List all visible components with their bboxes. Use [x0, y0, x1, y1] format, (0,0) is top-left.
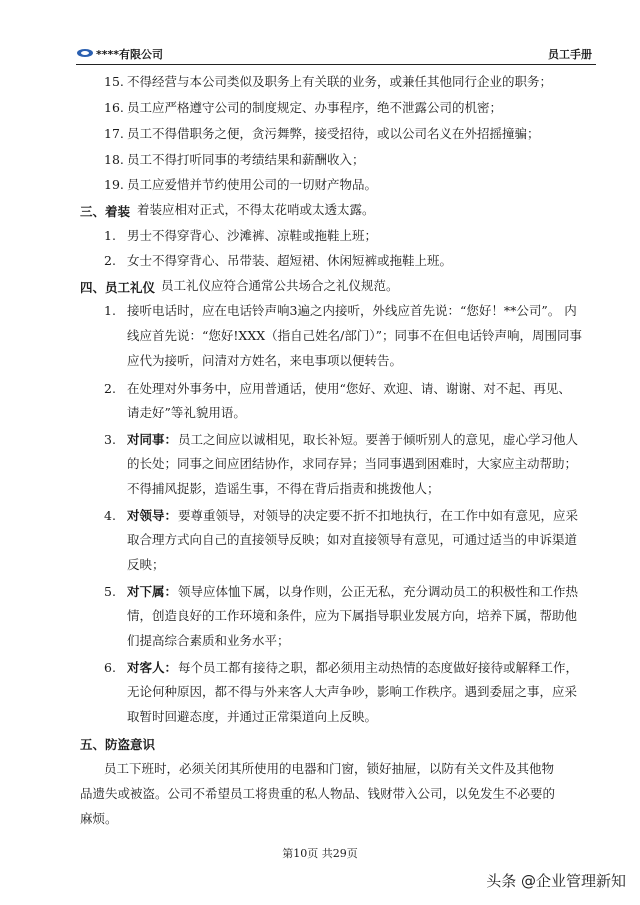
item-text: 反映； [127, 557, 165, 572]
item-text: 员工不得借职务之便，贪污舞弊，接受招待，或以公司名义在外招摇撞骗； [127, 126, 540, 141]
section-heading: 三、着装 [80, 204, 131, 219]
company-name: ****有限公司 [96, 48, 164, 61]
item-number: 1. [104, 228, 116, 243]
item-text: 不得经营与本公司类似及职务上有关联的业务，或兼任其他同行企业的职务； [127, 74, 553, 89]
section-heading: 五、防盗意识 [80, 737, 156, 752]
item-text: 线应首先说：“您好!XXX（指自己姓名/部门）”；同事不在但电话铃声响，周围同事 [127, 328, 582, 343]
item-number: 17. [104, 126, 124, 141]
item-text: 员工之间应以诚相见，取长补短。要善于倾听别人的意见，虚心学习他人 [178, 432, 579, 447]
item-label: 对同事： [127, 432, 178, 447]
watermark-text: 头条 @企业管理新知 [486, 872, 626, 890]
item-number: 16. [104, 100, 124, 115]
item-number: 4. [104, 508, 116, 523]
item-text: 每个员工都有接待之职，都必须用主动热情的态度做好接待或解释工作， [178, 660, 579, 675]
item-text: 不得捕风捉影，造谣生事，不得在背后指责和挑拨他人； [127, 481, 440, 496]
item-number: 5. [104, 584, 116, 599]
page-number: 第10页 共29页 [282, 847, 358, 860]
item-text: 接听电话时，应在电话铃声响3遍之内接听，外线应首先说：“您好！**公司”。 内 [127, 303, 577, 318]
item-number: 2. [104, 381, 116, 396]
paragraph-line: 品遗失或被盗。公司不希望员工将贵重的私人物品、钱财带入公司，以免发生不必要的 [80, 786, 556, 801]
section-heading: 四、员工礼仪 [80, 280, 156, 295]
item-text: 取暂时回避态度，并通过正常渠道向上反映。 [127, 709, 378, 724]
item-number: 19. [104, 177, 124, 192]
item-number: 6. [104, 660, 116, 675]
paragraph-line: 麻烦。 [80, 811, 118, 826]
item-text: 们提高综合素质和业务水平； [127, 633, 290, 648]
section-intro: 着装应相对正式，不得太花哨或太透太露。 [137, 202, 375, 217]
section-intro: 员工礼仪应符合通常公共场合之礼仪规范。 [161, 278, 399, 293]
item-text: 的长处；同事之间应团结协作，求同存异；当同事遇到困难时，大家应主动帮助； [127, 456, 578, 471]
item-text: 取合理方式向自己的直接领导反映；如对直接领导有意见，可通过适当的申诉渠道 [127, 532, 578, 547]
item-text: 情，创造良好的工作环境和条件，应为下属指导职业发展方向，培养下属，帮助他 [127, 608, 578, 623]
item-label: 对客人： [127, 660, 178, 675]
item-number: 2. [104, 253, 116, 268]
item-number: 15. [104, 74, 124, 89]
item-number: 18. [104, 152, 124, 167]
item-text: 女士不得穿背心、吊带装、超短裙、休闲短裤或拖鞋上班。 [127, 253, 453, 268]
item-text: 要尊重领导，对领导的决定要不折不扣地执行，在工作中如有意见，应采 [178, 508, 579, 523]
item-text: 领导应体恤下属，以身作则，公正无私，充分调动员工的积极性和工作热 [178, 584, 579, 599]
item-text: 员工应严格遵守公司的制度规定、办事程序，绝不泄露公司的机密； [127, 100, 503, 115]
item-text: 无论何种原因，都不得与外来客人大声争吵，影响工作秩序。遇到委屈之事，应采 [127, 684, 578, 699]
document-title: 员工手册 [548, 48, 592, 61]
item-label: 对领导： [127, 508, 178, 523]
item-number: 1. [104, 303, 116, 318]
item-text: 员工不得打听同事的考绩结果和薪酬收入； [127, 152, 365, 167]
item-text: 员工应爱惜并节约使用公司的一切财产物品。 [127, 177, 378, 192]
item-text: 在处理对外事务中，应用普通话，使用“您好、欢迎、请、谢谢、对不起、再见、 [127, 381, 571, 396]
item-text: 请走好”等礼貌用语。 [127, 405, 246, 420]
item-label: 对下属： [127, 584, 178, 599]
item-text: 男士不得穿背心、沙滩裤、凉鞋或拖鞋上班； [127, 228, 378, 243]
paragraph-line: 员工下班时，必须关闭其所使用的电器和门窗，锁好抽屉，以防有关文件及其他物 [104, 761, 555, 776]
item-number: 3. [104, 432, 116, 447]
item-text: 应代为接听，问清对方姓名，来电事项以便转告。 [127, 353, 403, 368]
